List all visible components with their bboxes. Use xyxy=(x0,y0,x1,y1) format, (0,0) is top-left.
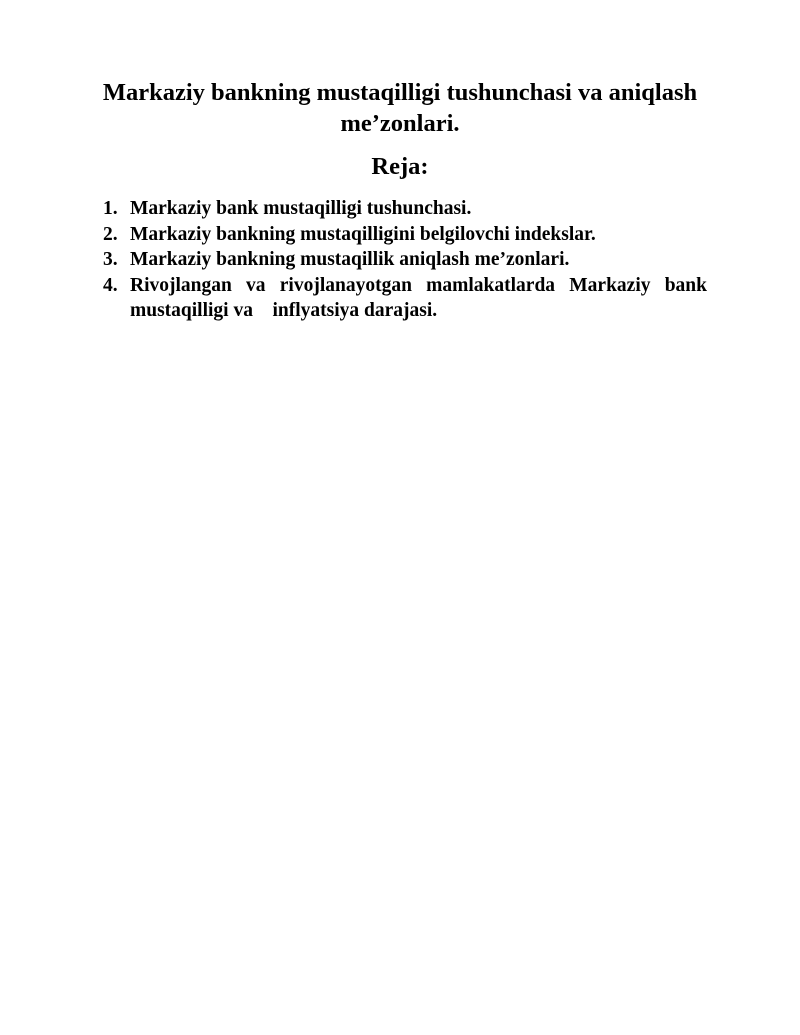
plan-item xyxy=(103,196,707,222)
plan-heading: Reja: xyxy=(371,153,429,180)
plan-item-text: Markaziy bankning mustaqillik aniqlash me’zonlari. xyxy=(130,249,570,270)
plan-item-number: 2. xyxy=(103,223,118,245)
plan-item-number: 1. xyxy=(103,198,118,219)
plan-item xyxy=(103,273,712,324)
plan-item-text: Markaziy bank mustaqilligi tushunchasi. xyxy=(130,198,472,219)
document-title: Markaziy bankning mustaqilligi tushunchasi va aniqlash me’zonlari. xyxy=(102,79,698,137)
plan-item xyxy=(103,247,707,273)
plan-item-text: Markaziy bankning mustaqilligini belgilovchi indekslar. xyxy=(130,223,596,245)
plan-item xyxy=(103,222,707,248)
plan-item-number: 4. xyxy=(103,274,118,296)
plan-list xyxy=(103,196,712,324)
plan-item-text: Rivojlangan va rivojlanayotgan mamlakatlarda Markaziy bank mustaqilligi va inflyatsiya darajasi. xyxy=(130,274,712,321)
plan-item-number: 3. xyxy=(103,249,118,270)
